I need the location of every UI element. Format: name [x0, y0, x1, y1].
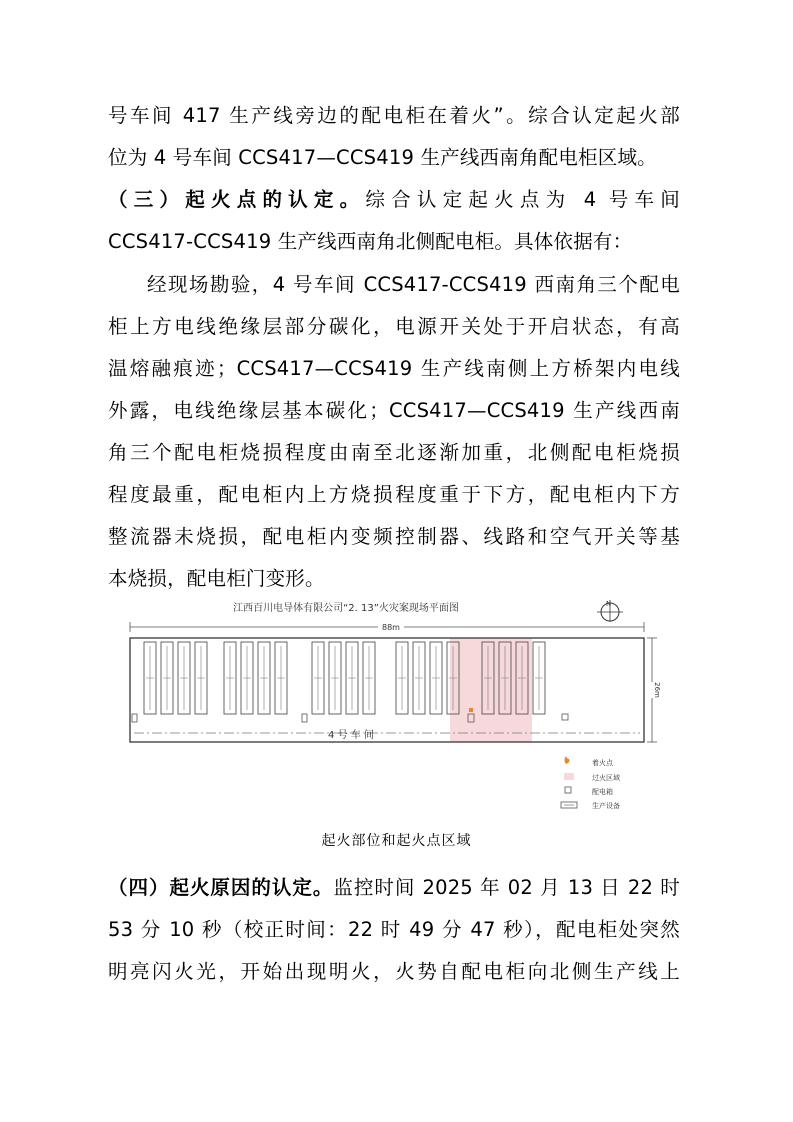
- cabinet-icon: [565, 787, 571, 793]
- section-heading: （三）起火点的认定。: [108, 188, 366, 211]
- legend-label: 配电箱: [592, 788, 613, 796]
- north-label: N: [606, 600, 612, 608]
- fire-point-marker: [469, 708, 473, 712]
- legend-label: 着火点: [592, 759, 613, 767]
- text-span: 监控时间 2025 年 02 月 13 日 22 时: [333, 876, 681, 899]
- text-line: [108, 185, 680, 215]
- text-line: 位为 4 号车间 CCS417—CCS419 生产线西南角配电柜区域。: [108, 146, 657, 169]
- text-line: 温熔融痕迹；CCS417—CCS419 生产线南侧上方桥架内电线: [108, 357, 680, 380]
- legend: [561, 756, 620, 810]
- section-heading: （四）起火原因的认定。: [108, 876, 334, 899]
- text-line: 角三个配电柜烧损程度由南至北逐渐加重，北侧配电柜烧损: [108, 441, 680, 464]
- text-line: CCS417-CCS419 生产线西南角北侧配电柜。具体依据有：: [108, 230, 633, 253]
- text-line: 程度最重，配电柜内上方烧损程度重于下方，配电柜内下方: [108, 483, 680, 506]
- text-line: 整流器未烧损，配电柜内变频控制器、线路和空气开关等基: [108, 525, 680, 548]
- fire-area: [450, 638, 532, 742]
- text-line: [108, 873, 680, 903]
- fire-point-icon: [565, 756, 570, 764]
- text-span: 综合认定起火点为 4 号车间: [365, 188, 680, 211]
- width-dimension: [130, 621, 644, 632]
- text-line: 明亮闪火光，开始出现明火，火势自配电柜向北侧生产线上: [108, 960, 680, 983]
- text-line: 号车间 417 生产线旁边的配电柜在着火”。综合认定起火部: [108, 104, 680, 127]
- north-arrow-icon: [597, 600, 623, 622]
- equipment-icon: [561, 802, 577, 808]
- legend-label: 生产设备: [592, 802, 620, 810]
- cabinet-marker: [132, 714, 137, 722]
- cabinet-marker: [302, 714, 307, 722]
- figure-title: 江西百川电导体有限公司“2. 13”火灾案现场平面图: [233, 603, 459, 614]
- text-line: 外露，电线绝缘层基本碳化；CCS417—CCS419 生产线西南: [108, 399, 680, 422]
- fire-area-swatch: [564, 773, 574, 780]
- cabinet-marker: [562, 714, 568, 720]
- text-line: 柜上方电线绝缘层部分碳化，电源开关处于开启状态，有高: [108, 315, 680, 338]
- height-label: 26m: [653, 682, 661, 698]
- workshop-label: 4 号 车 间: [328, 730, 374, 741]
- text-line: 本烧损，配电柜门变形。: [108, 567, 325, 590]
- text-line: 经现场勘验，4 号车间 CCS417-CCS419 西南角三个配电: [147, 273, 680, 296]
- height-dimension: [647, 638, 661, 742]
- legend-label: 过火区域: [592, 774, 620, 782]
- figure-caption: 起火部位和起火点区域: [321, 833, 472, 849]
- floor-plan-figure: [128, 600, 668, 822]
- text-line: 53 分 10 秒（校正时间：22 时 49 分 47 秒），配电柜处突然: [108, 918, 680, 941]
- width-label: 88m: [382, 623, 400, 632]
